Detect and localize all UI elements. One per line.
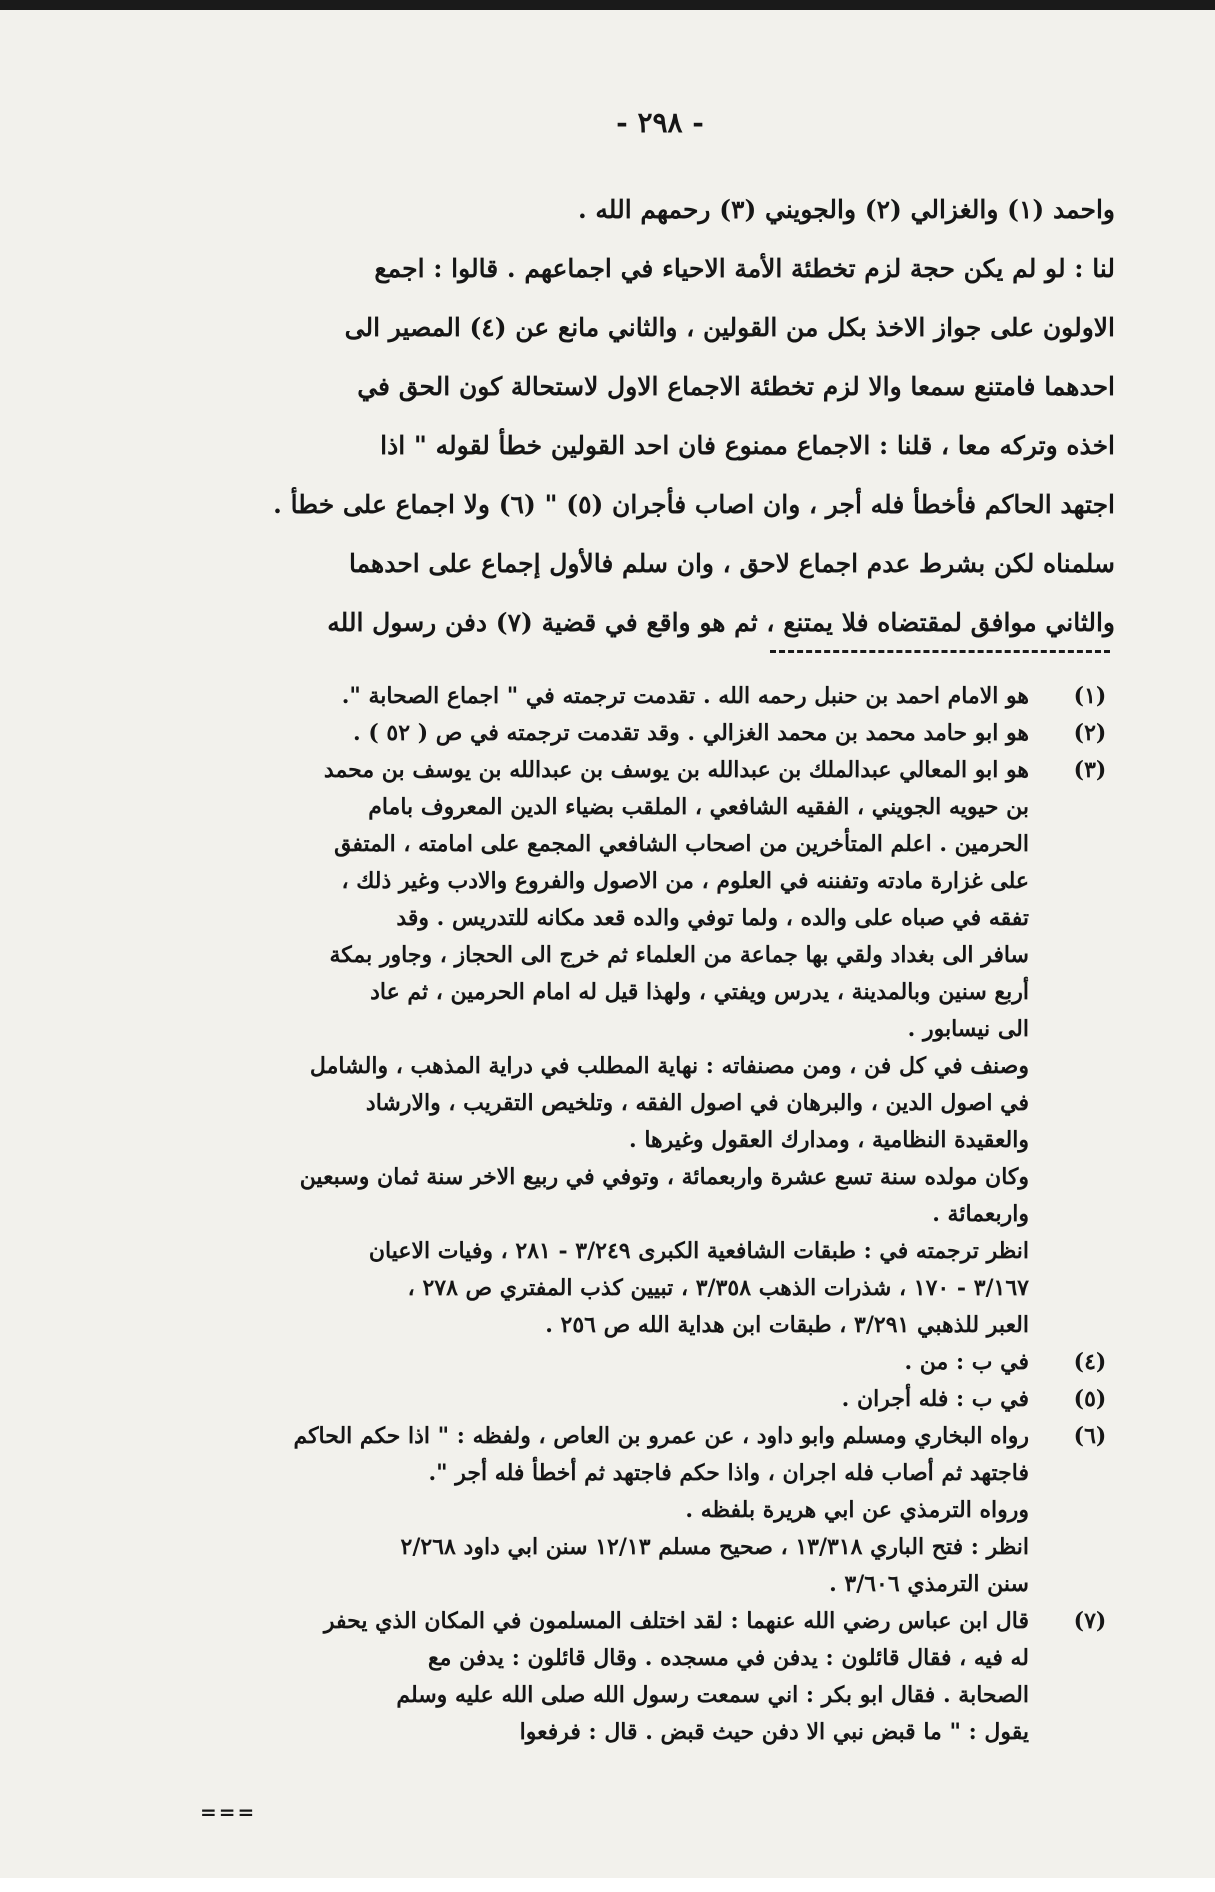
footnote-line: الصحابة . فقال ابو بكر : اني سمعت رسول الله صلى الله عليه وسلم [396,1682,1029,1708]
footnote-number: (٣) [1073,757,1107,783]
footnote-line: سافر الى بغداد ولقي بها جماعة من العلماء ثم خرج الى الحجاز ، وجاور بمكة [329,942,1029,968]
footnote-line: سنن الترمذي ٣/٦٠٦ . [829,1571,1029,1597]
footnote-line: رواه البخاري ومسلم وابو داود ، عن عمرو بن العاص ، ولفظه : " اذا حكم الحاكم [293,1423,1029,1449]
footnote-6 [140,1418,1125,1603]
footnote-line: فاجتهد ثم أصاب فله اجران ، واذا حكم فاجتهد ثم أخطأ فله أجر ". [428,1460,1029,1486]
footnote-line: واربعمائة . [932,1201,1029,1227]
footnote-divider [770,650,1110,653]
main-text-block [180,180,1115,652]
page-number: - ٢٩٨ - [616,106,704,139]
main-text-line: لنا : لو لم يكن حجة لزم تخطئة الأمة الاحياء في اجماعهم . قالوا : اجمع [374,254,1115,283]
footnote-line: في اصول الدين ، والبرهان في اصول الفقه ، وتلخيص التقريب ، والارشاد [365,1090,1029,1116]
footnote-3 [140,752,1125,1344]
main-text-line: اجتهد الحاكم فأخطأ فله أجر ، وان اصاب فأجران (٥) " (٦) ولا اجماع على خطأ . [273,490,1115,519]
footnote-line: بن حيويه الجويني ، الفقيه الشافعي ، الملقب بضياء الدين المعروف بامام [368,794,1029,820]
footnote-line: تفقه في صباه على والده ، ولما توفي والده قعد مكانه للتدريس . وقد [396,905,1029,931]
footnote-line: قال ابن عباس رضي الله عنهما : لقد اختلف المسلمون في المكان الذي يحفر [323,1608,1029,1634]
main-text-line: والثاني موافق لمقتضاه فلا يمتنع ، ثم هو واقع في قضية (٧) دفن رسول الله [327,608,1115,637]
footnote-line: وكان مولده سنة تسع عشرة واربعمائة ، وتوفي في ربيع الاخر سنة ثمان وسبعين [299,1164,1029,1190]
footnote-number: (٢) [1073,720,1107,746]
footnote-line: ورواه الترمذي عن ابي هريرة بلفظه . [685,1497,1029,1523]
footnote-line: أربع سنين وبالمدينة ، يدرس ويفتي ، ولهذا قيل له امام الحرمين ، ثم عاد [370,979,1029,1005]
footnotes [140,678,1125,1751]
footnote-5 [140,1381,1125,1418]
footnote-line: على غزارة مادته وتفننه في العلوم ، من الاصول والفروع والادب وغير ذلك ، [341,868,1029,894]
footnote-number: (٥) [1073,1386,1107,1412]
main-text-line: سلمناه لكن بشرط عدم اجماع لاحق ، وان سلم فالأول إجماع على احدهما [348,549,1115,578]
footnote-4 [140,1344,1125,1381]
footnote-line: في ب : من . [904,1349,1029,1375]
footnote-line: هو ابو المعالي عبدالملك بن عبدالله بن يوسف بن عبدالله بن يوسف بن محمد [323,757,1029,783]
footnote-line: العبر للذهبي ٣/٢٩١ ، طبقات ابن هداية الله ص ٢٥٦ . [545,1312,1029,1338]
footnote-line: له فيه ، فقال قائلون : يدفن في مسجده . وقال قائلون : يدفن مع [427,1645,1029,1671]
footnote-number: (٤) [1073,1349,1107,1375]
footnote-line: في ب : فله أجران . [841,1386,1029,1412]
scan-bottom-edge [0,1878,1215,1892]
footnote-number: (٦) [1073,1423,1107,1449]
main-text-line: واحمد (١) والغزالي (٢) والجويني (٣) رحمهم الله . [578,195,1115,224]
footnote-line: انظر ترجمته في : طبقات الشافعية الكبرى ٣/٢٤٩ - ٢٨١ ، وفيات الاعيان [368,1238,1029,1264]
footnote-line: يقول : " ما قبض نبي الا دفن حيث قبض . قال : فرفعوا [519,1719,1029,1745]
footnote-number: (٧) [1073,1608,1107,1634]
footnote-line: وصنف في كل فن ، ومن مصنفاته : نهاية المطلب في دراية المذهب ، والشامل [309,1053,1029,1079]
end-mark: === [200,1800,257,1824]
footnote-line: انظر : فتح الباري ١٣/٣١٨ ، صحيح مسلم ١٢/١٣ سنن ابي داود ٢/٢٦٨ [400,1534,1029,1560]
footnote-line: الحرمين . اعلم المتأخرين من اصحاب الشافعي المجمع على امامته ، المتفق [334,831,1029,857]
footnote-line: ٣/١٦٧ - ١٧٠ ، شذرات الذهب ٣/٣٥٨ ، تبيين كذب المفتري ص ٢٧٨ ، [407,1275,1029,1301]
scan-top-edge [0,0,1215,10]
main-text-line: الاولون على جواز الاخذ بكل من القولين ، والثاني مانع عن (٤) المصير الى [344,313,1115,342]
footnote-line: والعقيدة النظامية ، ومدارك العقول وغيرها . [629,1127,1029,1153]
footnote-number: (١) [1073,683,1107,709]
main-text-line: اخذه وتركه معا ، قلنا : الاجماع ممنوع فان احد القولين خطأ لقوله " اذا [380,431,1115,460]
footnote-line: هو الامام احمد بن حنبل رحمه الله . تقدمت ترجمته في " اجماع الصحابة ". [341,683,1029,709]
main-text-line: احدهما فامتنع سمعا والا لزم تخطئة الاجماع الاول لاستحالة كون الحق في [357,372,1115,401]
footnote-2 [140,715,1125,752]
footnote-1 [140,678,1125,715]
footnote-line: هو ابو حامد محمد بن محمد الغزالي . وقد تقدمت ترجمته في ص ( ٥٢ ) . [353,720,1029,746]
footnote-7 [140,1603,1125,1751]
footnote-line: الى نيسابور . [907,1016,1029,1042]
